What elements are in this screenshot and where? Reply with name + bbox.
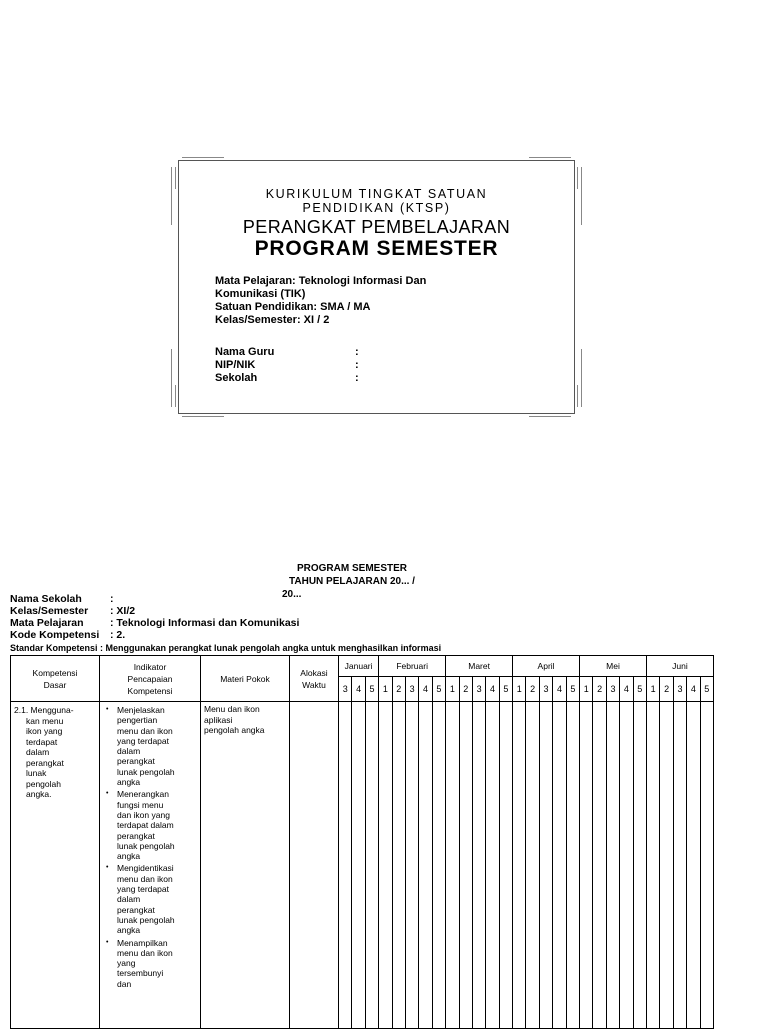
indikator-item — [106, 705, 200, 787]
month-header: Januari — [339, 656, 379, 677]
kd-line: angka. — [26, 789, 52, 799]
indikator-item — [106, 789, 200, 861]
week-header: 4 — [553, 677, 566, 702]
week-header: 5 — [566, 677, 579, 702]
week-header: 2 — [660, 677, 673, 702]
week-header: 2 — [459, 677, 472, 702]
meta-value: : XI/2 — [110, 605, 136, 617]
week-cell — [459, 702, 472, 1029]
week-cell — [633, 702, 646, 1029]
kompetensi-dasar-cell — [11, 702, 100, 1029]
indikator-line: perangkat — [117, 830, 155, 841]
kd-line: pengolah — [26, 778, 61, 789]
program-title-line: 20... — [282, 589, 302, 600]
header-text: Indikator — [133, 661, 167, 672]
field-colon: : — [355, 346, 359, 358]
week-cell — [499, 702, 512, 1029]
week-header: 4 — [687, 677, 700, 702]
week-cell — [365, 702, 378, 1029]
week-header: 5 — [499, 677, 512, 702]
program-table — [10, 655, 714, 1029]
program-title-line: TAHUN PELAJARAN 20... / — [289, 576, 415, 587]
program-meta — [10, 593, 460, 641]
week-cell — [539, 702, 552, 1029]
week-header: 5 — [365, 677, 378, 702]
week-header: 4 — [419, 677, 432, 702]
indikator-line: • Menampilkan — [117, 937, 168, 948]
week-cell — [593, 702, 606, 1029]
cover-subject-info — [215, 275, 455, 327]
indikator-item — [106, 863, 200, 935]
indikator-line: • Mengidentikasi — [117, 863, 174, 874]
meta-label: Kode Kompetensi — [10, 629, 100, 641]
header-text: Kompetensi — [32, 667, 78, 678]
meta-value: : 2. — [110, 629, 126, 641]
week-header: 3 — [339, 677, 352, 702]
week-cell — [379, 702, 392, 1029]
meta-row — [10, 593, 460, 605]
meta-row — [10, 605, 460, 617]
cover-line-1: KURIKULUM TINGKAT SATUAN — [265, 187, 488, 201]
week-header: 4 — [352, 677, 365, 702]
indikator-line: • Menjelaskan — [117, 705, 165, 715]
header-text: Dasar — [43, 679, 67, 690]
week-header: 1 — [446, 677, 459, 702]
indikator-line: pengertian — [117, 715, 158, 726]
indikator-line: perangkat — [117, 904, 155, 915]
week-cell — [392, 702, 405, 1029]
week-header: 2 — [392, 677, 405, 702]
materi-line: pengolah angka — [204, 725, 265, 735]
frame-ornament — [577, 167, 578, 189]
materi-line: Menu dan ikon — [204, 704, 260, 714]
indikator-line: lunak pengolah — [117, 766, 175, 777]
indikator-line: dan — [117, 978, 132, 989]
week-header: 4 — [486, 677, 499, 702]
cover-field-row — [215, 359, 415, 372]
month-header: Mei — [580, 656, 647, 677]
indikator-line: yang terdapat — [117, 884, 169, 895]
indikator-item — [106, 938, 200, 989]
kompetensi-dasar-text — [11, 702, 99, 800]
week-cell — [405, 702, 418, 1029]
kd-line: lunak — [26, 768, 47, 778]
week-header: 3 — [673, 677, 686, 702]
week-header: 1 — [513, 677, 526, 702]
week-cell — [566, 702, 579, 1029]
indikator-list — [100, 702, 200, 989]
week-header: 3 — [472, 677, 485, 702]
header-text: Kompetensi — [127, 685, 173, 696]
materi-pokok-text — [201, 702, 289, 736]
header-materi-pokok: Materi Pokok — [201, 656, 290, 702]
week-cell — [432, 702, 445, 1029]
week-header: 4 — [620, 677, 633, 702]
week-cell — [673, 702, 686, 1029]
week-header: 2 — [593, 677, 606, 702]
week-header: 3 — [606, 677, 619, 702]
indikator-line: menu dan ikon — [117, 873, 173, 884]
field-colon: : — [355, 372, 359, 384]
indikator-line: perangkat — [117, 756, 155, 767]
week-cell — [580, 702, 593, 1029]
table-header-row — [11, 656, 714, 677]
kd-line: dalam — [26, 747, 50, 757]
cover-info-line: Kelas/Semester: XI / 2 — [215, 314, 330, 326]
header-indikator — [100, 656, 201, 702]
kd-line: perangkat — [26, 757, 64, 768]
frame-ornament — [529, 416, 571, 417]
field-label: NIP/NIK — [215, 359, 256, 371]
frame-ornament — [175, 385, 176, 407]
cover-heading-program: PROGRAM SEMESTER — [254, 237, 499, 260]
kd-line: ikon yang — [26, 726, 63, 736]
indikator-line: terdapat dalam — [117, 820, 174, 831]
frame-ornament — [577, 385, 578, 407]
meta-row — [10, 617, 460, 629]
month-header: Februari — [379, 656, 446, 677]
frame-ornament — [171, 349, 172, 407]
cover-frame — [178, 160, 575, 414]
indikator-line: dalam — [117, 746, 141, 757]
table-row — [11, 702, 714, 1029]
frame-ornament — [581, 167, 582, 225]
header-kompetensi-dasar — [11, 656, 100, 702]
indikator-cell — [100, 702, 201, 1029]
week-cell — [660, 702, 673, 1029]
week-cell — [472, 702, 485, 1029]
meta-label: Kelas/Semester — [10, 605, 89, 617]
cover-fields — [215, 346, 415, 385]
frame-ornament — [182, 416, 224, 417]
indikator-line: • Menerangkan — [117, 789, 169, 800]
indikator-line: lunak pengolah — [117, 914, 175, 925]
week-header: 2 — [526, 677, 539, 702]
week-cell — [446, 702, 459, 1029]
program-title-line: PROGRAM SEMESTER — [296, 563, 407, 574]
indikator-line: angka — [117, 777, 141, 788]
week-cell — [646, 702, 659, 1029]
kd-line: terdapat — [26, 736, 58, 747]
indikator-line: yang terdapat — [117, 735, 169, 746]
week-cell — [606, 702, 619, 1029]
meta-label: Nama Sekolah — [10, 593, 82, 605]
cover-line-2: PENDIDIKAN (KTSP) — [302, 201, 451, 215]
week-cell — [700, 702, 713, 1029]
week-header: 3 — [405, 677, 418, 702]
indikator-line: lunak pengolah — [117, 840, 175, 851]
field-label: Nama Guru — [215, 346, 275, 358]
month-header: Juni — [646, 656, 713, 677]
indikator-line: angka — [117, 925, 141, 936]
meta-label: Mata Pelajaran — [10, 617, 84, 629]
indikator-line: dalam — [117, 894, 141, 905]
month-header: Maret — [446, 656, 513, 677]
week-cell — [687, 702, 700, 1029]
standar-kompetensi: Standar Kompetensi : Menggunakan perangkat lunak pengolah angka untuk menghasilkan informasi — [10, 643, 442, 653]
field-label: Sekolah — [215, 372, 258, 384]
frame-ornament — [175, 167, 176, 189]
week-header: 1 — [379, 677, 392, 702]
meta-value: : Teknologi Informasi dan Komunikasi — [110, 617, 300, 629]
week-cell — [620, 702, 633, 1029]
kd-line: kan menu — [26, 715, 64, 726]
cover-field-row — [215, 346, 415, 359]
alokasi-waktu-cell — [290, 702, 339, 1029]
meta-row — [10, 629, 460, 641]
cover-heading-perangkat: PERANGKAT PEMBELAJARAN — [242, 217, 511, 237]
header-text: Waktu — [302, 679, 326, 690]
frame-ornament — [581, 349, 582, 407]
kd-line: 2.1. Mengguna- — [14, 705, 74, 715]
cover-info-line: Satuan Pendidikan: SMA / MA — [215, 301, 371, 313]
week-cell — [513, 702, 526, 1029]
indikator-line: yang — [117, 958, 136, 969]
header-alokasi-waktu — [290, 656, 339, 702]
week-header: 5 — [633, 677, 646, 702]
indikator-line: fungsi menu — [117, 799, 164, 810]
week-header: 3 — [539, 677, 552, 702]
week-header: 5 — [432, 677, 445, 702]
week-cell — [553, 702, 566, 1029]
indikator-line: menu dan ikon — [117, 725, 173, 736]
cover-info-line: Mata Pelajaran: Teknologi Informasi Dan — [215, 275, 427, 287]
indikator-line: dan ikon yang — [117, 809, 170, 820]
indikator-line: tersembunyi — [117, 968, 164, 979]
meta-value: : — [110, 593, 114, 605]
cover-heading-ktsp — [179, 187, 574, 215]
week-header: 5 — [700, 677, 713, 702]
cover-info-line: Komunikasi (TIK) — [215, 288, 306, 300]
materi-pokok-cell — [201, 702, 290, 1029]
frame-ornament — [529, 157, 571, 158]
frame-ornament — [182, 157, 224, 158]
header-text: Pencapaian — [127, 673, 173, 684]
week-cell — [419, 702, 432, 1029]
month-header: April — [513, 656, 580, 677]
materi-line: aplikasi — [204, 714, 233, 725]
week-cell — [352, 702, 365, 1029]
frame-ornament — [171, 167, 172, 225]
week-cell — [486, 702, 499, 1029]
week-header: 1 — [646, 677, 659, 702]
header-text: Alokasi — [300, 667, 328, 678]
week-cell — [526, 702, 539, 1029]
week-header: 1 — [580, 677, 593, 702]
week-cell — [339, 702, 352, 1029]
indikator-line: angka — [117, 851, 141, 862]
indikator-line: menu dan ikon — [117, 947, 173, 958]
cover-field-row — [215, 372, 415, 385]
field-colon: : — [355, 359, 359, 371]
